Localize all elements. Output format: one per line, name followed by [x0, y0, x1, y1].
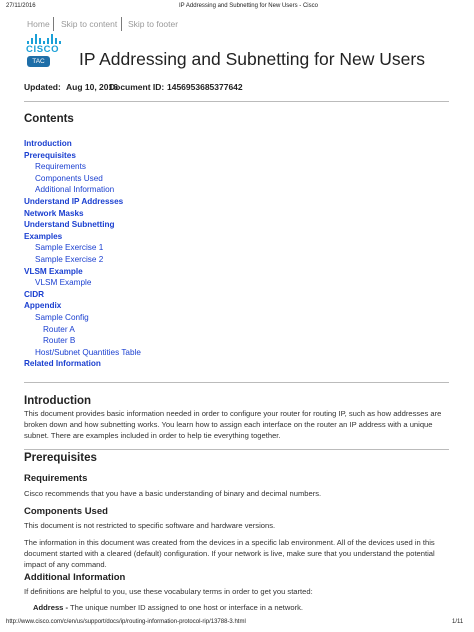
vocabulary-address [33, 602, 463, 613]
introduction-heading: Introduction [24, 395, 92, 407]
vocabulary-definition: The unique number ID assigned to one host or interface in a network. [70, 603, 304, 612]
print-date: 27/11/2016 [6, 3, 36, 9]
components-used-heading: Components Used [24, 506, 108, 517]
additional-information-text: If definitions are helpful to you, use these vocabulary terms in order to get you started: [24, 587, 313, 596]
toc-link-sample-config[interactable]: Sample Config [35, 313, 89, 322]
toc-link-cidr[interactable]: CIDR [24, 289, 45, 299]
divider [24, 382, 449, 383]
toc-link-understand-subnetting[interactable]: Understand Subnetting [24, 220, 115, 230]
toc-link-network-masks[interactable]: Network Masks [24, 208, 84, 218]
toc-link-requirements[interactable]: Requirements [35, 162, 86, 172]
toc-link-host-subnet-quantities-table[interactable]: Host/Subnet Quantities Table [35, 347, 141, 357]
introduction-text: This document provides basic information needed in order to configure your router for routing IP, such as how addresses are broken down and how subnetting works. You learn how to assign each interface on the router an IP address with a unique subnet. There are examples included in order to help tie everything together. [24, 409, 442, 440]
components-used-details: The information in this document was created from the devices in a specific lab environment. All of the devices used in this document started with a cleared (default) configuration. If your network is live, make sure that you understand the potential impact of any command. [24, 538, 435, 569]
toc-link-vlsm-example[interactable]: VLSM Example [24, 266, 83, 276]
toc-link-related-information[interactable]: Related Information [24, 359, 101, 369]
toc-link-understand-ip-addresses[interactable]: Understand IP Addresses [24, 197, 124, 206]
toc-link-examples[interactable]: Examples [24, 231, 63, 241]
updated-date: Aug 10, 2016 [66, 82, 118, 92]
updated-label: Updated: [24, 82, 61, 92]
toc-link-vlsm-example[interactable]: VLSM Example [35, 278, 92, 288]
breadcrumb-divider [53, 17, 54, 31]
toc-link-sample-exercise-1[interactable]: Sample Exercise 1 [35, 243, 104, 253]
cisco-wordmark: CISCO [26, 44, 60, 55]
components-used-text: This document is not restricted to specific software and hardware versions. [24, 521, 276, 530]
toc-link-components-used[interactable]: Components Used [35, 173, 103, 183]
toc-link-router-b[interactable]: Router B [43, 336, 76, 346]
requirements-heading: Requirements [24, 473, 88, 484]
toc-link-introduction[interactable]: Introduction [24, 139, 72, 148]
breadcrumb-divider [121, 17, 122, 31]
skip-to-footer-link[interactable]: Skip to footer [128, 19, 179, 29]
vocabulary-term: Address - [33, 603, 69, 612]
document-id-value: 1456953685377642 [167, 82, 243, 92]
requirements-text: Cisco recommends that you have a basic understanding of binary and decimal numbers. [24, 489, 322, 498]
print-title: IP Addressing and Subnetting for New Users - Cisco [179, 3, 318, 9]
page-title: IP Addressing and Subnetting for New Users [79, 49, 425, 69]
toc-link-prerequisites[interactable]: Prerequisites [24, 150, 76, 160]
breadcrumb-home[interactable]: Home [27, 19, 50, 29]
page-number: 1/11 [452, 619, 464, 625]
tac-badge: TAC [27, 56, 50, 67]
additional-information-heading: Additional Information [24, 572, 126, 583]
prerequisites-heading: Prerequisites [24, 452, 97, 464]
cisco-bridge-icon [27, 34, 65, 44]
toc-link-sample-exercise-2[interactable]: Sample Exercise 2 [35, 255, 104, 264]
toc-link-router-a[interactable]: Router A [43, 324, 75, 334]
contents-heading: Contents [24, 113, 74, 125]
divider [24, 101, 449, 102]
toc-link-additional-information[interactable]: Additional Information [35, 185, 115, 195]
skip-to-content-link[interactable]: Skip to content [61, 19, 118, 29]
toc-link-appendix[interactable]: Appendix [24, 301, 62, 311]
document-id-label: Document ID: [109, 82, 165, 92]
divider [24, 449, 449, 450]
footer-url: http://www.cisco.com/c/en/us/support/docs/ip/routing-information-protocol-rip/13788-3.html [6, 619, 246, 625]
